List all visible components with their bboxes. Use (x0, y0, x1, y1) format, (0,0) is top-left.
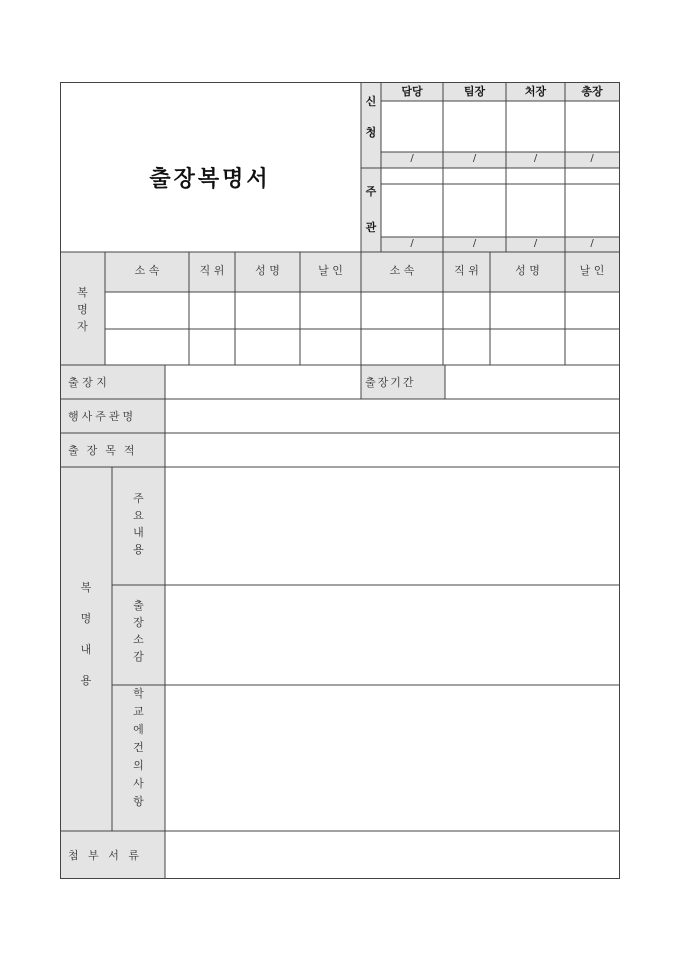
reporter-affiliation-cell[interactable] (106, 330, 188, 364)
reporter-position-cell[interactable] (190, 330, 234, 364)
apply-date-mark: / (410, 153, 414, 164)
reporter-position-cell[interactable] (444, 293, 489, 328)
apply-label: 신 청 (365, 95, 377, 139)
suggestions-field[interactable] (166, 686, 618, 830)
reporter-position-cell[interactable] (190, 293, 234, 328)
destination-label: 출 장 지 (68, 376, 107, 389)
attachments-label: 첨 부 서 류 (68, 849, 142, 862)
form-title: 출장복명서 (149, 166, 271, 192)
reporter-affiliation-cell[interactable] (106, 293, 188, 328)
purpose-field[interactable] (166, 434, 618, 466)
reporter-seal-cell[interactable] (301, 293, 360, 328)
period-label: 출장기간 (365, 376, 416, 389)
role-staff: 담당 (401, 85, 423, 98)
header-position: 직 위 (199, 264, 225, 277)
host-date-mark: / (590, 238, 594, 249)
attachments-field[interactable] (166, 832, 618, 878)
event-host-label: 행사주관명 (68, 410, 137, 423)
header-seal: 날 인 (579, 264, 605, 277)
reporter-name-cell[interactable] (491, 293, 564, 328)
reporter-name-cell[interactable] (491, 330, 564, 364)
header-affiliation: 소 속 (389, 264, 415, 277)
main-content-label: 주 요 내 용 (133, 492, 144, 556)
report-content-label: 복 명 내 용 (80, 581, 92, 687)
header-seal: 날 인 (318, 264, 343, 277)
purpose-label: 출장목적 (68, 444, 143, 457)
role-director: 처장 (524, 85, 547, 98)
reporter-position-cell[interactable] (444, 330, 489, 364)
header-name: 성 명 (255, 264, 280, 277)
reporter-seal-cell[interactable] (301, 330, 360, 364)
role-team-leader: 팀장 (463, 85, 486, 98)
destination-field[interactable] (166, 366, 360, 398)
suggestions-label: 학 교 에 건 의 사 항 (133, 687, 144, 808)
business-trip-report-form (60, 82, 620, 879)
event-host-field[interactable] (166, 400, 618, 432)
impressions-label: 출 장 소 감 (133, 599, 144, 663)
host-date-mark: / (410, 238, 414, 249)
header-position: 직 위 (454, 264, 479, 277)
reporter-name-cell[interactable] (236, 330, 299, 364)
header-affiliation: 소 속 (134, 264, 160, 277)
apply-date-mark: / (590, 153, 594, 164)
reporter-affiliation-cell[interactable] (362, 293, 442, 328)
impressions-field[interactable] (166, 586, 618, 684)
period-field[interactable] (446, 366, 618, 398)
reporter-seal-cell[interactable] (566, 330, 618, 364)
host-label: 주 관 (365, 185, 377, 234)
header-name: 성 명 (515, 264, 540, 277)
apply-date-mark: / (533, 153, 538, 164)
apply-date-mark: / (472, 153, 477, 164)
reporter-affiliation-cell[interactable] (362, 330, 442, 364)
main-content-field[interactable] (166, 468, 618, 584)
host-date-mark: / (533, 238, 538, 249)
reporter-label: 복 명 자 (77, 286, 88, 333)
role-president: 총장 (581, 85, 603, 98)
reporter-seal-cell[interactable] (566, 293, 618, 328)
host-date-mark: / (472, 238, 477, 249)
reporter-name-cell[interactable] (236, 293, 299, 328)
